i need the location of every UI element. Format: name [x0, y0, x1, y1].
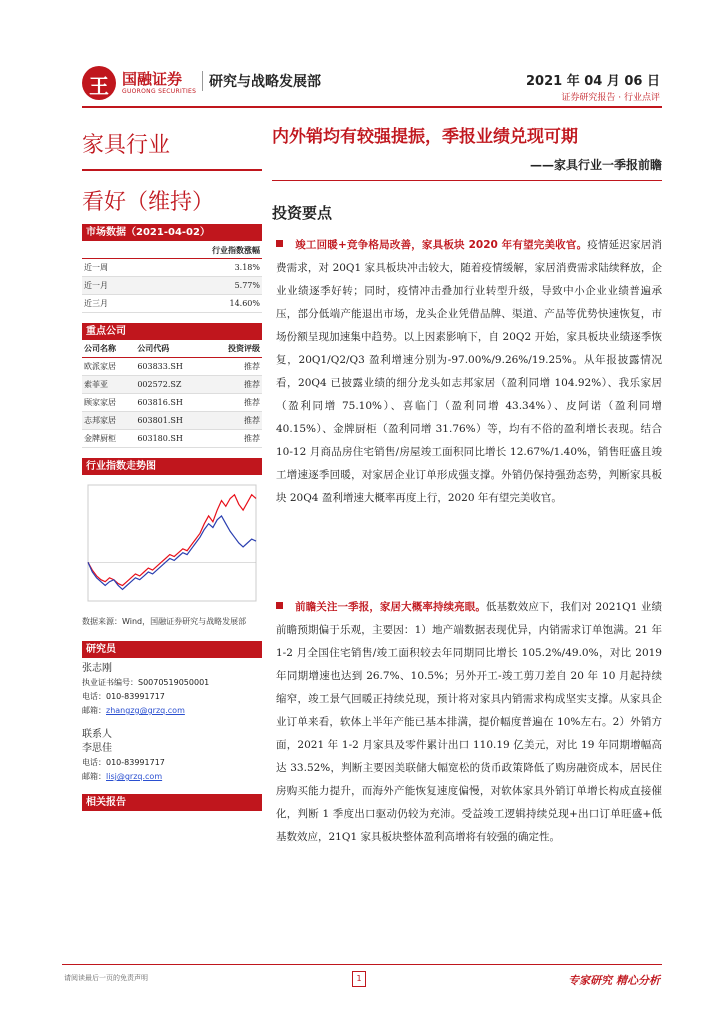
company-rating: 推荐: [209, 358, 262, 376]
analyst-email-row: [82, 704, 262, 718]
table-row: [82, 376, 262, 394]
company-name: 欧派家居: [82, 358, 135, 376]
analyst-title: 研究员: [82, 641, 262, 658]
market-row-label: 近三月: [84, 299, 108, 308]
contact-name: 李思佳: [82, 743, 112, 754]
index-trend-chart: [82, 477, 262, 609]
left-sidebar: [82, 116, 262, 811]
company-rating: 推荐: [209, 394, 262, 412]
company-rating: 推荐: [209, 376, 262, 394]
series-line-2: [88, 516, 256, 590]
analyst-phone: 电话：010-83991717: [82, 692, 165, 701]
key-companies-table: [82, 340, 262, 448]
table-row: [82, 394, 262, 412]
column-header: 投资评级: [209, 340, 262, 358]
point-body: 疫情延迟家居消费需求，对 20Q1 家具板块冲击较大，随着疫情缓解，家居消费需求陆续释放，企业业绩逐季好转；同时，疫情冲击叠加行业转型升级，导致中小企业业绩普遍承压，部分低端产能退出市场，龙头企业凭借品牌、渠道、产品等优势快速恢复，市场份额呈现加速集中趋势。以上因素影响下，自 20Q2 开始，家具板块业绩逐季恢复，20Q1/Q2/Q3 盈利增速分别为-97.00%/9.26%/19.25%。从年报披露情况看，20Q4 已披露业绩的细分龙头如志邦家居（盈利同增 104.92%）、我乐家居（盈利同增 75.10%）、喜临门（盈利同增 43.34%）、皮阿诺（盈利同增 40.15%）、金牌厨柜（盈利同增 31.76%）等，均有不俗的盈利增长表现。结合 10-12 月商品房住宅销售/房屋竣工面积同比增长 12.67%/1.40%，销售旺盛且竣工增速逐季回暖，对家居企业订单形成强支撑。外销仍保持强劲态势，判断家具板块 20Q4 盈利增速大概率再度上行，2020 年有望完美收官。: [276, 239, 662, 504]
contact-label: 联系人: [82, 729, 112, 740]
company-code: 603801.SH: [135, 412, 208, 430]
logo-english: GUORONG SECURITIES: [122, 88, 197, 95]
company-rating: 推荐: [209, 412, 262, 430]
table-row: [82, 430, 262, 448]
key-companies-box: [82, 323, 262, 448]
company-name: 志邦家居: [82, 412, 135, 430]
bullet-icon: [276, 240, 283, 247]
company-name: 索菲亚: [82, 376, 135, 394]
report-subtitle: ——家具行业一季报前瞻: [529, 158, 662, 172]
series-line-1: [88, 495, 256, 586]
market-row-value: 5.77%: [234, 281, 260, 290]
market-data-box: [82, 224, 262, 313]
market-row: [82, 259, 262, 277]
company-code: 603816.SH: [135, 394, 208, 412]
index-trend-title: 行业指数走势图: [82, 458, 262, 475]
industry-rating: 看好（维持）: [82, 190, 215, 215]
company-name: 金牌厨柜: [82, 430, 135, 448]
industry-divider: [82, 169, 262, 171]
related-reports-box: [82, 794, 262, 811]
footer-slogan: 专家研究 精心分析: [568, 974, 660, 987]
point-body: 低基数效应下，我们对 2021Q1 业绩前瞻预期偏于乐观，主要因：1）地产端数据表现优异，内销需求订单饱满。21 年 1-2 月全国住宅销售/竣工面积较去年同期同比增长 105.2%/49.0%，对比 2019 年同期增速也达到 26.7%、10.5%；另外开工-竣工剪刀差自 20 年 10 月起持续缩窄，竣工景气回暖正持续兑现，预计将对家具内销需求构成坚实支撑。从家具企业订单来看，软体上半年产能已基本排满，提价幅度普遍在 10%左右。2）外销方面，2021 年 1-2 月家具及零件累计出口 110.19 亿美元，对比 19 年同期增幅高达 33.52%，判断主要因美联储大幅宽松的货币政策降低了购房融资成本，居民住房购买能力提升，而海外产能恢复速度偏慢，对软体家具外销订单增长构成直接催化，判断 1 季度出口驱动仍较为充沛。受益竣工逻辑持续兑现+出口订单旺盛+低基数效应，21Q1 家具板块整体盈利高增将有较强的确定性。: [276, 601, 662, 843]
analyst-info: [82, 662, 262, 718]
company-code: 603833.SH: [135, 358, 208, 376]
index-trend-box: [82, 458, 262, 629]
page-footer: [62, 964, 662, 988]
contact-phone: 电话：010-83991717: [82, 758, 165, 767]
chart-source: 数据来源：Wind，国融证券研究与战略发展部: [82, 617, 247, 626]
header-divider: [82, 106, 662, 108]
disclaimer-note: 请阅读最后一页的免责声明: [64, 974, 148, 982]
key-companies-title: 重点公司: [82, 323, 262, 340]
section-title: 投资要点: [272, 204, 333, 222]
market-row: [82, 295, 262, 313]
market-row: [82, 277, 262, 295]
market-row-label: 近一周: [84, 263, 108, 272]
table-row: [82, 358, 262, 376]
company-rating: 推荐: [209, 430, 262, 448]
index-trend-svg: [82, 477, 262, 609]
chart-frame: [88, 485, 256, 601]
analyst-email-label: 邮箱：: [82, 706, 106, 715]
investment-point-2: [276, 596, 662, 849]
table-row: [82, 412, 262, 430]
company-code: 002572.SZ: [135, 376, 208, 394]
company-name: 顾家家居: [82, 394, 135, 412]
logo-name: 国融证券: [122, 70, 183, 88]
analyst-cert: 执业证书编号：S0070519050001: [82, 678, 210, 687]
page-number: 1: [352, 971, 366, 987]
report-header: [82, 64, 662, 104]
contact-email-row: [82, 770, 262, 784]
contact-email-label: 邮箱：: [82, 772, 106, 781]
company-code: 603180.SH: [135, 430, 208, 448]
industry-title: 家具行业: [82, 133, 171, 158]
analyst-name: 张志刚: [82, 663, 112, 674]
bullet-icon: [276, 602, 283, 609]
market-row-value: 3.18%: [234, 263, 260, 272]
analyst-email-link[interactable]: zhangzg@grzq.com: [106, 706, 185, 715]
point-lead: 竣工回暖+竞争格局改善，家具板块 2020 年有望完美收官。: [295, 239, 588, 251]
contact-email-link[interactable]: lisj@grzq.com: [106, 772, 163, 781]
report-date: 2021 年 04 月 06 日: [526, 74, 660, 89]
analyst-box: [82, 641, 262, 784]
market-column-header: 行业指数涨幅: [82, 241, 262, 259]
related-reports-title: 相关报告: [82, 794, 262, 811]
report-title: 内外销均有较强提振，季报业绩兑现可期: [272, 127, 578, 147]
market-data-title: 市场数据（2021-04-02）: [82, 224, 262, 241]
subtitle-divider: [272, 180, 662, 181]
contact-info: [82, 728, 262, 784]
department-name: 研究与战略发展部: [202, 71, 321, 91]
report-type: 证券研究报告 · 行业点评: [561, 93, 660, 103]
column-header: 公司名称: [82, 340, 135, 358]
logo-icon: 王: [82, 66, 116, 100]
column-header: 公司代码: [135, 340, 208, 358]
market-row-value: 14.60%: [229, 299, 260, 308]
market-row-label: 近一月: [84, 281, 108, 290]
investment-point-1: [276, 234, 662, 510]
point-lead: 前瞻关注一季报，家居大概率持续亮眼。: [295, 601, 486, 613]
